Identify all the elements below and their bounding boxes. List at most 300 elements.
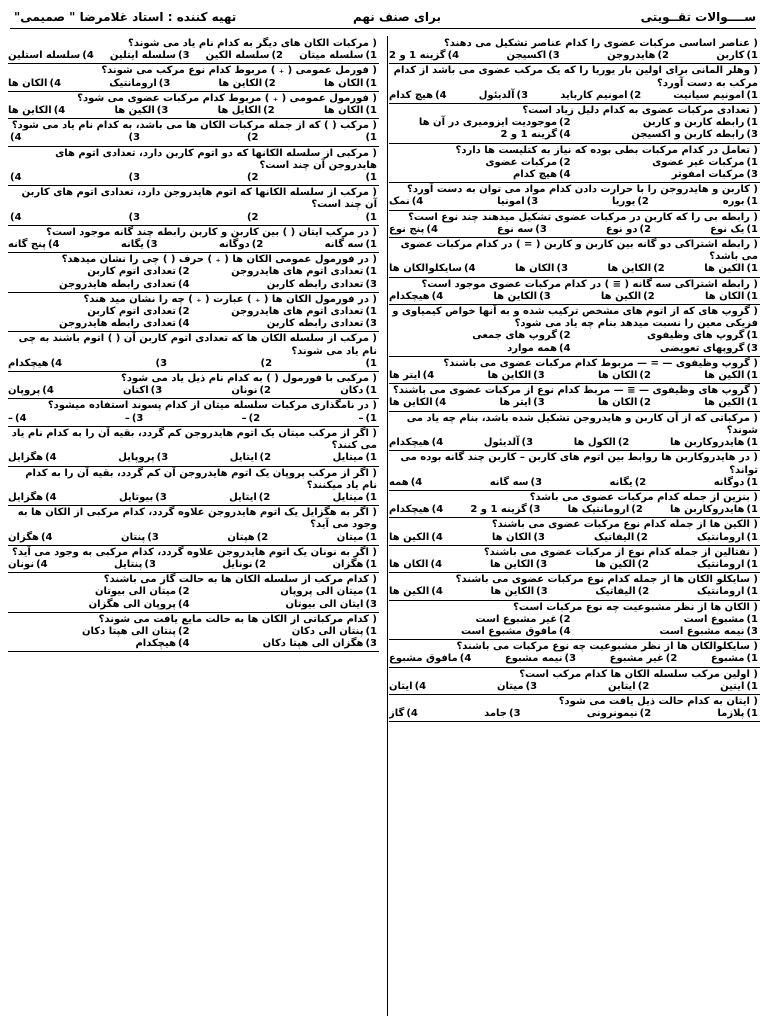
option-text: هایدروکاربن ها <box>670 437 745 449</box>
option-number: 2) <box>246 132 259 144</box>
answer-option <box>723 196 758 208</box>
question-item <box>389 183 760 210</box>
answer-options <box>389 157 758 181</box>
question-item <box>8 147 379 187</box>
answer-options <box>389 224 758 236</box>
question-stem: ( اگر از مرکب میتان یک اتوم هایدروجن کم گردد، بقیه آن را به کدام نام یاد می کنند؟ <box>11 427 377 452</box>
option-text: سه گانه <box>489 476 529 488</box>
option-number: 4) <box>410 476 423 488</box>
answer-options <box>8 78 377 90</box>
option-text: همه <box>389 476 409 488</box>
option-number: 2) <box>637 196 649 208</box>
question-stem: ( نفتالین از جمله کدام نوع از مرکبات عضوی می باشند؟ <box>483 546 758 558</box>
question-item <box>389 412 760 452</box>
answer-options <box>389 370 758 382</box>
option-number: 4) <box>434 397 447 409</box>
answer-option <box>389 50 459 62</box>
answer-option <box>697 532 758 544</box>
option-text: گزینه 1 و 2 <box>470 504 527 516</box>
answer-option <box>397 169 570 181</box>
answer-option <box>245 132 259 144</box>
option-text: آلدیئول <box>483 437 520 449</box>
option-text: هپتان <box>227 531 255 543</box>
answer-option <box>397 157 570 169</box>
question-item <box>8 226 379 253</box>
option-number: 2) <box>639 370 651 382</box>
answer-options <box>389 681 758 693</box>
option-text: – <box>358 412 364 424</box>
option-number: 2) <box>559 613 571 625</box>
option-number: 2) <box>637 586 650 598</box>
option-text: الکین ها <box>704 263 745 275</box>
option-number: 1) <box>365 558 377 570</box>
option-text: الکاین ها <box>607 263 652 275</box>
option-number: 2) <box>636 531 648 543</box>
option-number: 2) <box>259 452 272 464</box>
option-text: ایتاین <box>607 680 636 692</box>
option-number: 3) <box>530 476 543 488</box>
question-item <box>389 601 760 641</box>
option-number: 3) <box>564 653 577 665</box>
option-text: الکاین ها <box>389 397 433 409</box>
option-text: الکان ها <box>597 397 638 409</box>
answer-option <box>204 586 377 598</box>
question-item <box>389 518 760 545</box>
question-stem: ( عناصر اساسی مرکبات عضوی را کدام عناصر تشکیل می دهند؟ <box>443 38 758 49</box>
option-number: 4) <box>559 129 571 141</box>
option-number: 2) <box>559 117 571 129</box>
answer-option <box>333 559 377 571</box>
option-number: 4) <box>178 598 190 610</box>
answer-option <box>598 397 651 409</box>
answer-option <box>499 397 544 409</box>
option-text: هایدروجن <box>607 50 656 62</box>
option-number: 4) <box>459 653 472 665</box>
answer-option <box>8 50 94 62</box>
answer-option <box>610 653 678 665</box>
option-number: 3) <box>556 263 569 275</box>
option-text: نونایل <box>222 558 253 570</box>
option-number: 3) <box>128 172 141 184</box>
option-text: سه نوع <box>496 223 534 235</box>
answer-option <box>608 681 649 693</box>
option-number: 1) <box>365 452 377 464</box>
question-stem: ( مرکبات الکان های دیگر به کدام نام یاد می شوند؟ <box>128 38 377 49</box>
option-number: 4) <box>559 342 571 354</box>
answer-option <box>218 105 275 117</box>
answer-option <box>479 90 528 102</box>
option-number: 3) <box>533 397 545 409</box>
answer-option <box>325 239 377 251</box>
option-number: 2) <box>271 50 283 62</box>
option-number: 1) <box>746 89 758 101</box>
option-text: پروپان <box>8 385 41 397</box>
option-number: 4) <box>42 385 54 397</box>
question-stem: ( سایکلو الکان ها از جمله کدام نوع مرکبات عضوی می باشند؟ <box>455 574 758 586</box>
answer-option <box>487 370 544 382</box>
answer-option <box>505 653 576 665</box>
answer-option <box>389 586 443 598</box>
option-text: دو نوع <box>605 223 638 235</box>
answer-options <box>389 586 758 598</box>
answer-option <box>492 532 545 544</box>
answer-option <box>389 559 442 571</box>
question-item <box>389 357 760 384</box>
option-number: 3) <box>528 504 541 516</box>
option-text: هیچکدام <box>389 437 430 449</box>
question-stem: ( الکین ها از جمله کدام نوع مرکبات عضوی می باشند؟ <box>491 519 758 531</box>
option-text: الکین ها <box>389 586 430 598</box>
answer-option <box>585 157 758 169</box>
option-number: 4) <box>10 211 22 223</box>
answer-option <box>389 681 426 693</box>
answer-options <box>8 212 377 224</box>
question-stem: ( در مرکب ایتان ( ) بین کاربن و کاربن رابطه چند گانه موجود است؟ <box>46 226 377 238</box>
option-number: 1) <box>746 586 758 598</box>
option-text: بوره <box>722 196 745 208</box>
option-number: 1) <box>746 653 758 665</box>
answer-option <box>607 50 669 62</box>
answer-option <box>585 330 758 342</box>
option-text: امونیا <box>497 196 525 208</box>
answer-option <box>506 50 559 62</box>
answer-option <box>219 78 276 90</box>
option-number: 1) <box>746 156 758 168</box>
question-item <box>389 144 760 184</box>
option-number: 4) <box>431 437 444 449</box>
option-text: هیچکدام <box>389 504 430 516</box>
option-number: 2) <box>643 290 655 302</box>
answer-option <box>670 437 758 449</box>
question-item <box>8 613 379 653</box>
option-text: رابطه کاربن و کاربن <box>642 117 745 129</box>
answer-option <box>397 117 570 129</box>
option-text: میتایل <box>332 452 364 464</box>
answer-option <box>585 129 758 141</box>
option-number: 1) <box>365 132 377 144</box>
option-text: تعدادی اتوم کاربن <box>87 306 177 318</box>
option-number: 4) <box>426 223 438 235</box>
answer-option <box>397 343 570 355</box>
option-number: 4) <box>431 504 444 516</box>
answer-option <box>259 358 273 370</box>
option-number: 2) <box>634 476 647 488</box>
option-number: 3) <box>158 77 171 89</box>
answer-option <box>697 559 758 571</box>
option-number: 1) <box>746 504 758 516</box>
option-number: 1) <box>365 266 377 278</box>
question-item <box>8 92 379 119</box>
author-label: تهیه کننده : استاد غلامرضا " صمیمی" <box>14 10 237 24</box>
answer-option <box>154 358 168 370</box>
option-text: الکان ها <box>597 370 638 382</box>
option-text: مافوق مشبوع است <box>460 625 558 637</box>
answer-option <box>206 50 283 62</box>
question-stem: ( مرکبی با فورمول ( ) به کدام نام ذیل یاد می شود؟ <box>121 373 377 385</box>
option-text: سلسله میتان <box>299 50 364 62</box>
option-number: 1) <box>746 263 758 275</box>
option-number: 1) <box>365 491 377 503</box>
question-stem: ( فورمل عمومی ( ₊ ) مربوط کدام نوع مرکب می شوند؟ <box>101 65 377 77</box>
option-number: 3) <box>536 586 548 598</box>
option-text: سه گانه <box>324 239 364 251</box>
question-item <box>389 104 760 144</box>
question-stem: ( کدام مرکباتی از الکان ها به حالت مایع یافت می شوند؟ <box>98 613 377 625</box>
answer-options <box>389 614 758 638</box>
option-text: الکین ها <box>704 397 745 409</box>
option-text: تعدادی رابطه کاربن <box>266 278 364 290</box>
option-number: 2) <box>260 357 273 369</box>
option-text: غیر مشبوع <box>609 653 664 665</box>
answer-options <box>8 105 377 117</box>
option-number: 1) <box>746 370 758 382</box>
answer-options <box>8 452 377 464</box>
answer-option <box>8 532 52 544</box>
option-number: 2) <box>653 263 665 275</box>
answer-option <box>587 708 651 720</box>
answer-options <box>389 50 758 62</box>
answer-option <box>397 330 570 342</box>
option-text: گزینه 1 و 2 <box>500 129 558 141</box>
page-header <box>10 8 756 29</box>
option-number: 2) <box>639 397 651 409</box>
option-text: نیمه مشبوع <box>504 653 563 665</box>
question-stem: ( اگر از مرکب پروپان یک اتوم هایدروجن آن کم گردد، بقیه آن را به کدام نام یاد میکنند؟ <box>25 467 377 491</box>
question-stem: ( تعامل در کدام مرکبات بطی بوده که نیاز به کتلیست ها دارد؟ <box>455 144 758 156</box>
option-number: 1) <box>365 385 377 397</box>
option-text: جامد <box>484 708 508 720</box>
option-text: هگزایل <box>8 491 44 503</box>
option-number: 3) <box>131 412 144 424</box>
answer-option <box>714 477 758 489</box>
option-text: الکان ها <box>515 263 555 275</box>
question-stem: ( در فورمول الکان ها ( ₊ ) عبارت ( ₊ ) چه را نشان مید هند؟ <box>83 293 377 305</box>
answer-option <box>16 599 189 611</box>
option-text: امونیم سیانیت <box>673 89 745 101</box>
answer-option <box>585 614 758 626</box>
answer-options <box>8 358 377 370</box>
answer-option <box>595 586 649 598</box>
option-number: 1) <box>365 357 377 369</box>
question-item <box>8 119 379 146</box>
right-question-column <box>389 37 760 722</box>
answer-option <box>610 477 647 489</box>
question-item <box>389 668 760 695</box>
option-text: سلسله استلین <box>8 50 81 62</box>
option-number: 2) <box>258 491 271 503</box>
option-number: 2) <box>657 50 670 62</box>
option-number: 4) <box>559 169 571 181</box>
option-text: تعدادی اتوم کاربن <box>87 266 177 278</box>
option-number: 3) <box>365 598 377 610</box>
answer-option <box>227 532 268 544</box>
option-text: مرکبات غیر عضوی <box>652 156 745 168</box>
answer-option <box>242 413 261 425</box>
answer-option <box>490 477 542 489</box>
option-number: 2) <box>254 558 267 570</box>
answer-options <box>8 266 377 290</box>
option-number: 3) <box>533 531 545 543</box>
answer-option <box>397 129 570 141</box>
answer-option <box>389 397 446 409</box>
option-number: 3) <box>521 437 534 449</box>
option-number: 4) <box>40 531 53 543</box>
option-text: پنتایل <box>114 558 143 570</box>
answer-option <box>245 212 259 224</box>
option-number: 1) <box>365 239 377 251</box>
answer-option <box>222 559 266 571</box>
answer-options <box>389 196 758 208</box>
answer-options <box>389 117 758 141</box>
question-item <box>389 238 760 278</box>
answer-option <box>8 413 27 425</box>
answer-option <box>8 452 57 464</box>
option-number: 4) <box>15 412 27 424</box>
answer-option <box>594 532 648 544</box>
option-text: گروپهای تعویضی <box>660 342 745 354</box>
option-text: تعدادی رابطه هایدروجن <box>59 318 177 330</box>
option-number: 2) <box>559 156 571 168</box>
answer-option <box>204 626 377 638</box>
option-number: 1) <box>365 625 377 637</box>
answer-option <box>363 212 377 224</box>
question-stem: ( گروپ وظیفوی — = — مربوط کدام مرکبات عضوی می باشند؟ <box>443 357 758 369</box>
answer-options <box>8 626 377 650</box>
answer-option <box>229 492 270 504</box>
answer-option <box>333 492 377 504</box>
question-stem: ( فورمول عمومی ( ₊ ) مربوط کدام مرکبات عضوی می شود؟ <box>77 92 377 104</box>
answer-options <box>8 559 377 571</box>
answer-option <box>497 681 537 693</box>
option-number: 3) <box>548 50 560 62</box>
answer-option <box>126 172 140 184</box>
worksheet-title: ســــوالات تقــویتی <box>640 10 756 24</box>
answer-option <box>720 681 758 693</box>
answer-option <box>8 239 59 251</box>
answer-option <box>231 385 271 397</box>
answer-options <box>389 330 758 354</box>
answer-option <box>110 50 190 62</box>
option-text: مشبوع است <box>683 613 745 625</box>
option-number: 1) <box>746 196 758 208</box>
answer-option <box>8 492 57 504</box>
option-text: نیمه مشبوع است <box>659 625 745 637</box>
option-text: ایتان <box>389 680 413 692</box>
option-text: هیچ کدام <box>389 89 434 101</box>
option-number: 4) <box>431 586 443 598</box>
question-stem: ( اگر به هگزایل یک اتوم هایدروجن علاوه گردد، کدام مرکبی از الکان ها به وجود می آید؟ <box>17 507 377 531</box>
option-number: 2) <box>256 531 269 543</box>
option-number: 1) <box>365 77 377 89</box>
answer-option <box>704 370 758 382</box>
option-number: 4) <box>411 196 424 208</box>
option-text: ارومانتیک <box>696 531 745 543</box>
answer-options <box>389 397 758 409</box>
answer-option <box>8 172 22 184</box>
option-text: میتایل <box>332 491 364 503</box>
answer-options <box>389 477 758 489</box>
option-number: 4) <box>430 558 443 570</box>
answer-option <box>389 196 423 208</box>
answer-option <box>711 653 758 665</box>
answer-option <box>397 626 570 638</box>
option-number: 4) <box>49 77 62 89</box>
option-number: 2) <box>259 385 271 397</box>
question-stem: ( ایتان به کدام حالت ذیل یافت می شود؟ <box>558 695 758 707</box>
answer-option <box>515 263 568 275</box>
answer-option <box>16 586 189 598</box>
answer-options <box>8 50 377 62</box>
answer-options <box>8 132 377 144</box>
answer-options <box>8 532 377 544</box>
option-number: 1) <box>746 50 758 62</box>
option-text: الکان ها <box>389 558 429 570</box>
answer-options <box>389 653 758 665</box>
question-item <box>8 293 379 333</box>
option-text: الکان ها <box>8 77 48 89</box>
option-number: 2) <box>178 625 190 637</box>
answer-option <box>8 358 62 370</box>
question-item <box>389 305 760 357</box>
answer-option <box>606 224 651 236</box>
option-number: 3) <box>147 531 159 543</box>
option-number: 2) <box>631 504 643 516</box>
option-number: 2) <box>178 586 190 598</box>
answer-option <box>16 626 189 638</box>
option-text: مافوق مشبوع <box>389 653 458 665</box>
question-item <box>8 186 379 226</box>
question-stem: ( تعدادی مرکبات عضوی به کدام دلیل زیاد است؟ <box>522 105 758 117</box>
answer-option <box>397 614 570 626</box>
option-number: 2) <box>617 437 630 449</box>
option-text: الکاین ها <box>490 558 534 570</box>
answer-option <box>704 263 758 275</box>
answer-option <box>716 50 758 62</box>
option-text: هیچکدام <box>389 290 430 302</box>
option-text: ارومانتیک <box>109 77 157 89</box>
answer-option <box>585 626 758 638</box>
answer-options <box>389 437 758 449</box>
answer-option <box>204 599 377 611</box>
answer-option <box>612 196 649 208</box>
answer-option <box>340 385 377 397</box>
option-number: 2) <box>665 653 678 665</box>
option-number: 4) <box>45 452 57 464</box>
option-text: ایتین <box>720 680 745 692</box>
answer-option <box>230 452 271 464</box>
option-text: میتان <box>336 531 364 543</box>
option-text: آلدیئول <box>478 89 515 101</box>
answer-option <box>497 224 547 236</box>
answer-options <box>389 291 758 303</box>
option-text: اکتان <box>123 385 149 397</box>
option-text: دوگانه <box>218 239 250 251</box>
question-stem: ( رابطه اشتراکی دو گانه بین کاربن و کاربن ( = ) در کدام مرکبات عضوی می باشد؟ <box>400 239 758 263</box>
answer-option <box>470 504 540 516</box>
option-number: 2) <box>178 266 190 278</box>
option-number: 1) <box>746 680 758 692</box>
option-text: تعدادی رابطه کاربن <box>266 318 364 330</box>
option-text: نمک <box>389 196 410 208</box>
option-number: 3) <box>144 558 156 570</box>
question-item <box>8 506 379 546</box>
question-stem: ( الکان ها از نظر مشبوعیت چه نوع مرکبات است؟ <box>513 601 758 613</box>
answer-option <box>114 559 156 571</box>
answer-option <box>204 279 377 291</box>
question-item <box>8 37 379 64</box>
option-number: 4) <box>47 239 60 251</box>
answer-option <box>389 263 476 275</box>
